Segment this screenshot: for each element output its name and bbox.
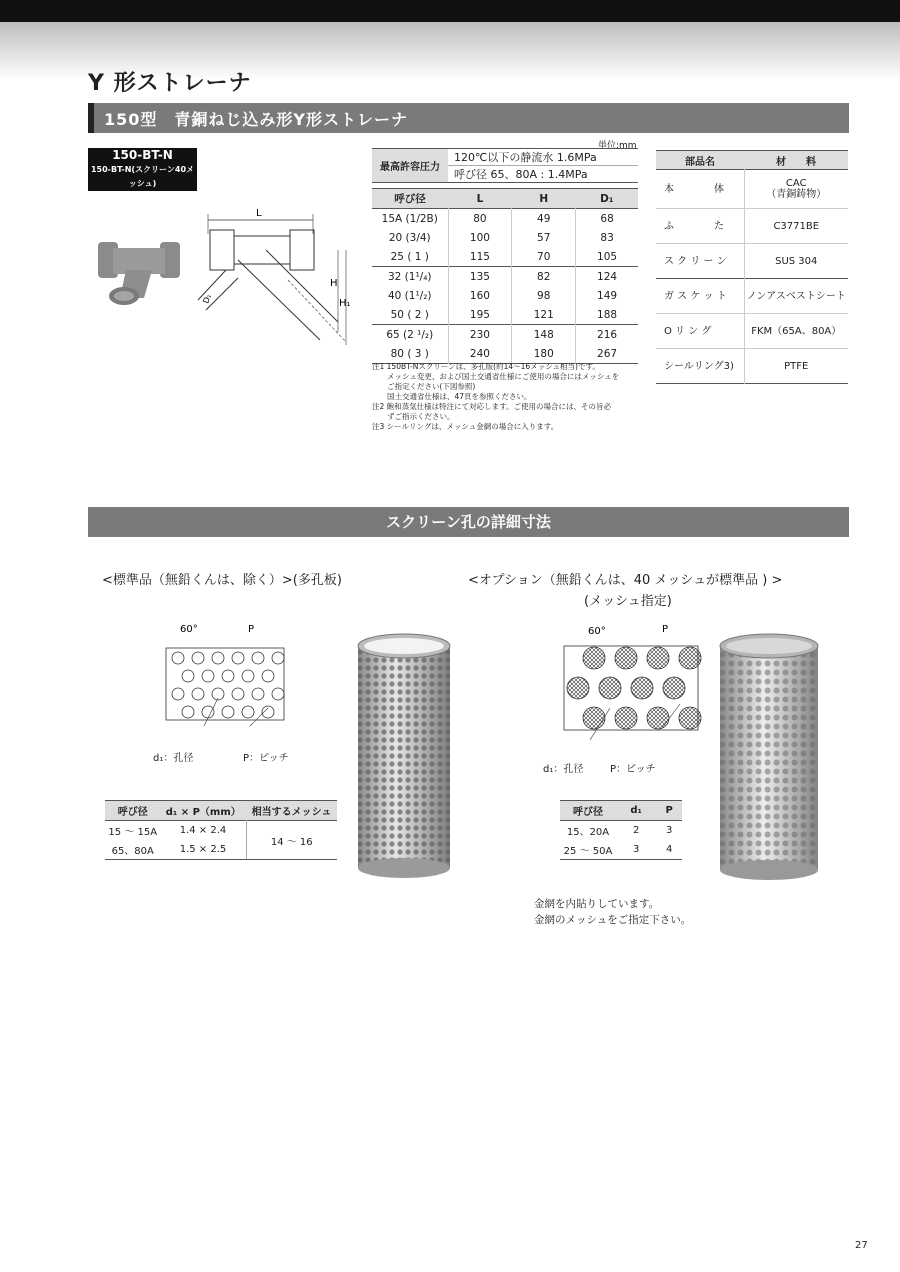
parts-row	[656, 209, 848, 244]
mesh-hole	[647, 647, 669, 669]
dim-cell: 80	[448, 209, 512, 229]
perforation-hole	[172, 652, 184, 664]
part-material: PTFE	[744, 349, 848, 384]
parts-row	[656, 170, 848, 209]
std-header-size: 呼び径	[117, 807, 148, 818]
standard-pitch: P	[248, 624, 255, 635]
part-material: FKM（65A、80A）	[744, 314, 848, 349]
perforation-hole	[192, 688, 204, 700]
dim-cell: 121	[512, 305, 576, 325]
perforation-hole	[232, 652, 244, 664]
perforation-hole	[272, 688, 284, 700]
model-badge	[88, 148, 197, 191]
part-name: O リ ン グ	[664, 325, 712, 337]
mesh-hole	[599, 677, 621, 699]
parts-row	[656, 244, 848, 279]
note-line: メッシュ変更、および国土交通省仕様にご使用の場合にはメッシュを	[372, 372, 620, 381]
label-H: H	[330, 278, 338, 289]
opt-row2-d: 3	[632, 844, 640, 855]
notes	[372, 362, 647, 432]
dim-header-H: H	[512, 189, 576, 209]
unit-label: 単位:mm	[598, 141, 637, 151]
dim-cell: 82	[512, 267, 576, 287]
dim-cell: 267	[576, 344, 638, 364]
part-name: シールリング3)	[664, 360, 734, 372]
opt-header-d: d₁	[630, 805, 642, 816]
dim-row	[372, 228, 638, 247]
dim-cell: 180	[512, 344, 576, 364]
dim-cell: 65 (2 ¹/₂)	[386, 328, 434, 341]
dim-header-L: L	[448, 189, 512, 209]
dim-cell: 149	[576, 286, 638, 305]
dim-cell: 124	[576, 267, 638, 287]
standard-heading: <標準品（無鉛くんは、除く）>(多孔板)	[102, 573, 342, 588]
opt-header-p: P	[665, 805, 673, 816]
section-band	[88, 103, 849, 133]
dim-cell: 195	[448, 305, 512, 325]
page-number: 27	[855, 1240, 868, 1251]
part-material: SUS 304	[744, 244, 848, 279]
dim-cell: 216	[576, 325, 638, 345]
mesh-hole	[663, 677, 685, 699]
perforation-hole	[232, 688, 244, 700]
page-title: Y 形ストレーナ	[88, 71, 252, 96]
option-table	[560, 800, 682, 860]
std-header-mesh: 相当するメッシュ	[251, 807, 332, 818]
dim-cell: 32 (1¹/₄)	[387, 270, 432, 283]
option-legend-p: P：ピッチ	[610, 764, 656, 775]
dim-row	[372, 247, 638, 267]
dim-cell: 230	[448, 325, 512, 345]
option-heading: <オプション（無鉛くんは、40 メッシュが標準品 ) >	[468, 573, 783, 588]
note-line: 注3 シールリングは、メッシュ金網の場合に入ります。	[372, 422, 559, 431]
dim-cell: 160	[448, 286, 512, 305]
dim-cell: 148	[512, 325, 576, 345]
dim-cell: 80 ( 3 )	[390, 347, 429, 360]
opt-row1-p: 3	[665, 825, 673, 836]
standard-angle: 60°	[180, 624, 198, 635]
mesh-screen-photo	[718, 632, 820, 882]
part-name: 本 体	[664, 183, 724, 195]
option-note2: 金網のメッシュをご指定下さい。	[534, 914, 692, 926]
perforation-hole	[222, 670, 234, 682]
part-name: ガ ス ケ ッ ト	[664, 290, 727, 302]
dim-cell: 70	[512, 247, 576, 267]
note-line: 注2 飽和蒸気仕様は特注にて対応します。ご使用の場合には、その旨必	[372, 402, 612, 411]
part-material: CAC （青銅鋳物）	[744, 170, 848, 209]
opt-header-size: 呼び径	[573, 807, 603, 818]
standard-legend-p: P：ピッチ	[243, 753, 289, 764]
dim-cell: 20 (3/4)	[388, 231, 431, 244]
option-angle: 60°	[588, 626, 606, 637]
mesh-hole	[583, 647, 605, 669]
perforation-hole	[272, 652, 284, 664]
dim-cell: 240	[448, 344, 512, 364]
dim-cell: 49	[512, 209, 576, 229]
mesh-hole	[679, 707, 701, 729]
note-line: 注1 150BT-Nスクリーンは、多孔版(約14～16メッシュ相当)です。	[372, 362, 600, 371]
dim-row	[372, 267, 638, 287]
perforated-screen-photo	[356, 632, 452, 880]
mesh-hole	[583, 707, 605, 729]
dim-cell: 25 ( 1 )	[390, 250, 429, 263]
option-heading2: (メッシュ指定)	[584, 594, 672, 609]
dim-row	[372, 286, 638, 305]
pressure-label: 最高許容圧力	[372, 149, 448, 183]
top-bar	[0, 0, 900, 22]
pressure-line1: 120℃以下の静流水 1.6MPa	[448, 149, 638, 166]
option-note1: 金網を内貼りしています。	[534, 898, 660, 910]
dim-cell: 105	[576, 247, 638, 267]
screen-section-band	[88, 507, 849, 537]
mesh-hole	[615, 647, 637, 669]
std-header-dxp: d₁ × P（mm）	[165, 807, 241, 818]
opt-row1-size: 15、20A	[566, 827, 610, 838]
dim-row	[372, 344, 638, 364]
mesh-hole	[631, 677, 653, 699]
opt-row2-p: 4	[665, 844, 673, 855]
dim-header-D1: D₁	[576, 189, 638, 209]
opt-row1-d: 2	[632, 825, 640, 836]
screen-section-title: スクリーン孔の詳細寸法	[386, 513, 551, 531]
dim-cell: 50 ( 2 )	[390, 308, 429, 321]
mesh-hole	[647, 707, 669, 729]
dim-cell: 98	[512, 286, 576, 305]
part-material: ノンアスベストシート	[744, 279, 848, 314]
parts-header-material: 材 料	[776, 156, 816, 168]
dim-row	[372, 305, 638, 325]
parts-row	[656, 279, 848, 314]
perforation-hole	[242, 706, 254, 718]
perforation-hole	[172, 688, 184, 700]
perforation-hole	[192, 652, 204, 664]
dim-cell: 83	[576, 228, 638, 247]
note-line: ご指定ください(下図参照)	[372, 382, 476, 391]
perforation-hole	[202, 706, 214, 718]
dim-cell: 68	[576, 209, 638, 229]
std-row2-dxp: 1.5 × 2.5	[179, 844, 227, 855]
dim-row	[372, 325, 638, 345]
note-line: ずご指示ください。	[372, 412, 455, 421]
part-name: ス ク リ ー ン	[664, 255, 727, 267]
parts-table	[656, 150, 848, 384]
option-hole-diagram	[530, 618, 710, 758]
opt-row2-size: 25 ～ 50A	[563, 846, 613, 857]
perforation-hole	[212, 652, 224, 664]
pressure-table	[372, 148, 638, 183]
section-title: 150型 青銅ねじ込み形Y形ストレーナ	[104, 110, 408, 129]
standard-hole-diagram	[130, 618, 300, 748]
standard-legend-d: d₁：孔径	[153, 753, 194, 764]
dimension-table	[372, 188, 638, 364]
perforation-hole	[182, 706, 194, 718]
perforation-hole	[242, 670, 254, 682]
strainer-drawing	[88, 200, 363, 360]
dim-row	[372, 209, 638, 229]
model-code: 150-BT-N	[112, 148, 173, 162]
dim-cell: 135	[448, 267, 512, 287]
perforation-hole	[262, 670, 274, 682]
std-mesh: 14 ～ 16	[246, 821, 337, 860]
std-row2-size: 65、80A	[111, 846, 154, 857]
std-row1-size: 15 ～ 15A	[108, 827, 158, 838]
perforation-hole	[182, 670, 194, 682]
mesh-hole	[679, 647, 701, 669]
dim-cell: 115	[448, 247, 512, 267]
perforation-hole	[222, 706, 234, 718]
option-pitch: P	[662, 624, 669, 635]
part-name: ふ た	[664, 220, 724, 232]
standard-table	[105, 800, 337, 860]
parts-row	[656, 314, 848, 349]
perforation-hole	[252, 688, 264, 700]
option-legend-d: d₁：孔径	[543, 764, 584, 775]
note-line: 国土交通省仕様は、47頁を参照ください。	[372, 392, 532, 401]
perforation-hole	[202, 670, 214, 682]
label-D1: D₁	[201, 292, 214, 305]
dim-cell: 15A (1/2B)	[381, 212, 438, 225]
perforation-hole	[252, 652, 264, 664]
mesh-hole	[567, 677, 589, 699]
dim-cell: 57	[512, 228, 576, 247]
part-material: C3771BE	[744, 209, 848, 244]
strainer-photo	[98, 242, 180, 305]
parts-header-name: 部品名	[685, 156, 715, 168]
dim-cell: 100	[448, 228, 512, 247]
pressure-line2: 呼び径 65、80A : 1.4MPa	[448, 166, 638, 183]
label-L: L	[256, 208, 262, 219]
dim-cell: 40 (1¹/₂)	[387, 289, 432, 302]
parts-row	[656, 349, 848, 384]
label-H1: H₁	[339, 298, 351, 309]
model-variant: 150-BT-N(スクリーン40メッシュ)	[90, 165, 195, 188]
mesh-hole	[615, 707, 637, 729]
dim-header-size: 呼び径	[372, 189, 448, 209]
dim-cell: 188	[576, 305, 638, 325]
std-row1-dxp: 1.4 × 2.4	[179, 825, 227, 836]
